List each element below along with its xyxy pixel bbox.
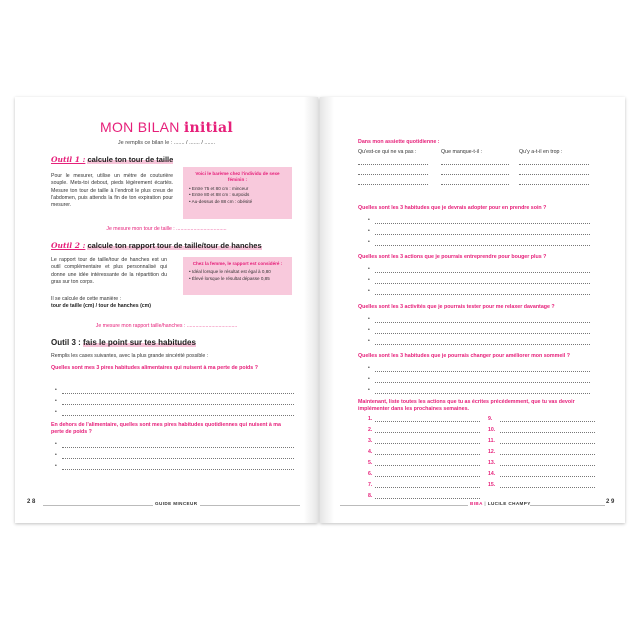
- page-number: 2 8: [27, 499, 36, 505]
- answer-line[interactable]: [375, 333, 590, 334]
- list-number: 6.: [368, 471, 373, 477]
- page-number: 2 9: [606, 499, 615, 505]
- bullet: •: [55, 387, 57, 393]
- plate-line[interactable]: [358, 164, 428, 165]
- plate-line[interactable]: [519, 174, 589, 175]
- list-line[interactable]: [375, 465, 480, 466]
- list-line[interactable]: [375, 476, 480, 477]
- list-line[interactable]: [375, 421, 480, 422]
- answer-line[interactable]: [62, 458, 294, 459]
- tool1-heading: [51, 155, 173, 164]
- footer-separator: |: [484, 501, 487, 506]
- answer-line[interactable]: [62, 447, 294, 448]
- answer-line[interactable]: [375, 272, 590, 273]
- list-number: 14.: [488, 471, 496, 477]
- plate-line[interactable]: [441, 164, 509, 165]
- answer-line[interactable]: [375, 234, 590, 235]
- tool2-number: Outil 2 :: [51, 241, 86, 250]
- list-line[interactable]: [500, 421, 595, 422]
- answer-line[interactable]: [375, 245, 590, 246]
- tool2-box-heading: Chez la femme, le rapport est considéré :: [192, 261, 283, 266]
- plate-line[interactable]: [358, 184, 428, 185]
- tool3-label: fais le point sur tes habitudes: [83, 338, 196, 347]
- tool2-formula: tour de taille (cm) / tour de hanches (cm): [51, 303, 152, 309]
- tool1-number: Outil 1 :: [51, 155, 86, 164]
- bullet: •: [368, 266, 370, 272]
- plate-line[interactable]: [519, 184, 589, 185]
- list-line[interactable]: [500, 454, 595, 455]
- answer-line[interactable]: [375, 344, 590, 345]
- page-gutter-shadow: [304, 97, 318, 523]
- bullet: •: [55, 463, 57, 469]
- list-number: 3.: [368, 438, 373, 444]
- bullet: •: [368, 228, 370, 234]
- list-number: 4.: [368, 449, 373, 455]
- tool2-ratio-box: [183, 257, 292, 295]
- tool3-text: Remplis les cases suivantes, avec la plus grande sincérité possible :: [51, 353, 209, 359]
- bullet: •: [55, 409, 57, 415]
- bullet: •: [55, 452, 57, 458]
- list-line[interactable]: [500, 487, 595, 488]
- plate-col-wrong: Qu'est-ce qui ne va pas :: [358, 149, 417, 155]
- list-number: 7.: [368, 482, 373, 488]
- tool1-box-item: • Entre 75 et 80 cm : minceur: [189, 186, 286, 192]
- list-line[interactable]: [375, 487, 480, 488]
- footer-title: GUIDE MINCEUR: [155, 501, 198, 506]
- plate-col-excess: Qu'y a-t-il en trop :: [519, 149, 563, 155]
- answer-line[interactable]: [375, 283, 590, 284]
- list-line[interactable]: [375, 498, 480, 499]
- footer-rule: [340, 505, 468, 506]
- title-bold: initial: [183, 120, 233, 136]
- tool1-box-heading: Voici le barème chez l'individu de sexe féminin :: [195, 171, 280, 183]
- answer-line[interactable]: [375, 371, 590, 372]
- tool2-label: calcule ton rapport tour de taille/tour de hanches: [87, 241, 262, 250]
- list-number: 15.: [488, 482, 496, 488]
- plate-line[interactable]: [441, 184, 509, 185]
- list-number: 1.: [368, 416, 373, 422]
- answer-line[interactable]: [62, 404, 294, 405]
- list-number: 11.: [488, 438, 495, 444]
- list-number: 8.: [368, 493, 373, 499]
- bullet: •: [368, 277, 370, 283]
- list-line[interactable]: [500, 476, 595, 477]
- bullet: •: [368, 327, 370, 333]
- answer-line[interactable]: [62, 415, 294, 416]
- date-line: Je remplis ce bilan le : ....... / ....... / .......: [117, 140, 216, 146]
- tool1-scale-box: [183, 167, 292, 219]
- question-relax: Quelles sont les 3 activités que je pourrais tester pour me relaxer davantage ?: [358, 304, 555, 310]
- list-line[interactable]: [500, 465, 595, 466]
- bullet: •: [368, 217, 370, 223]
- tool1-box-item: • Au-dessus de 88 cm : obésité: [189, 199, 286, 205]
- plate-title: Dans mon assiette quotidienne :: [358, 139, 440, 145]
- tool2-measure-line[interactable]: Je mesure mon rapport taille/hanches : ...................................: [95, 323, 238, 329]
- footer-rule: [43, 505, 153, 506]
- list-line[interactable]: [500, 432, 595, 433]
- bullet: •: [368, 387, 370, 393]
- tool3-number: Outil 3 :: [51, 338, 81, 347]
- bullet: •: [55, 398, 57, 404]
- list-line[interactable]: [375, 454, 480, 455]
- answer-line[interactable]: [375, 322, 590, 323]
- question-adopt-habits: Quelles sont les 3 habitudes que je devrais adopter pour en prendre soin ?: [358, 205, 547, 211]
- left-page: [15, 97, 318, 523]
- list-line[interactable]: [375, 443, 480, 444]
- list-line[interactable]: [500, 443, 595, 444]
- tool1-label: calcule ton tour de taille: [87, 155, 174, 164]
- bullet: •: [368, 239, 370, 245]
- tool2-box-item: • Idéal lorsque le résultat est égal à 0,80: [189, 269, 286, 275]
- bullet: •: [368, 338, 370, 344]
- answer-line[interactable]: [375, 393, 590, 394]
- answer-line[interactable]: [62, 393, 294, 394]
- plate-line[interactable]: [358, 174, 428, 175]
- tool1-text: Pour le mesurer, utilise un mètre de couturière souple. Mets-toi debout, pieds légèrement écartés. Mesure ton tour de taille à l'endroit le plus creux de l'abdomen, puis attends la fin de ton expiration pour mesurer.: [51, 173, 173, 209]
- tool1-box-item: • Entre 80 et 88 cm : surpoids: [189, 192, 286, 198]
- list-number: 12.: [488, 449, 496, 455]
- answer-line[interactable]: [62, 469, 294, 470]
- title-plain: MON BILAN: [100, 119, 184, 135]
- bullet: •: [368, 376, 370, 382]
- bullet: •: [368, 316, 370, 322]
- footer-rule: [200, 505, 300, 506]
- tool3-heading: [51, 338, 196, 347]
- page-gutter-shadow: [320, 97, 334, 523]
- list-number: 13.: [488, 460, 496, 466]
- footer-brand-author: [470, 501, 531, 506]
- right-page: [320, 97, 625, 523]
- question-sleep: Quelles sont les 3 habitudes que je pourrais changer pour améliorer mon sommeil ?: [358, 353, 570, 359]
- list-line[interactable]: [375, 432, 480, 433]
- footer-brand: BIBA: [470, 501, 483, 506]
- footer-rule: [530, 505, 605, 506]
- tool3-question-2: En dehors de l'alimentaire, quelles sont mes pires habitudes quotidiennes qui nuisent à ma perte de poids ?: [51, 422, 281, 435]
- plate-col-missing: Que manque-t-il :: [441, 149, 482, 155]
- answer-line[interactable]: [375, 294, 590, 295]
- tool2-box-item: • Élevé lorsque le résultat dépasse 0,85: [189, 276, 286, 282]
- answer-line[interactable]: [375, 382, 590, 383]
- answer-line[interactable]: [375, 223, 590, 224]
- list-number: 10.: [488, 427, 496, 433]
- tool2-formula-intro: Il se calcule de cette manière :: [51, 296, 122, 302]
- plate-line[interactable]: [441, 174, 509, 175]
- tool2-heading: [51, 241, 262, 250]
- open-book: [15, 97, 625, 523]
- final-prompt: Maintenant, liste toutes les actions que tu as écrites précédemment, que tu vas devoir implémenter dans les prochaines semaines.: [358, 399, 575, 412]
- bullet: •: [368, 288, 370, 294]
- tool2-text: Le rapport tour de taille/tour de hanches est un outil complémentaire et plus personnalisé qui donne une idée intéressante de la répartition du gras sur ton corps.: [51, 257, 167, 285]
- page-title: [15, 119, 318, 136]
- bullet: •: [55, 441, 57, 447]
- list-number: 9.: [488, 416, 493, 422]
- bullet: •: [368, 365, 370, 371]
- footer-author: LUCILE CHAMPY: [487, 501, 531, 506]
- plate-line[interactable]: [519, 164, 589, 165]
- question-move-more: Quelles sont les 3 actions que je pourrais entreprendre pour bouger plus ?: [358, 254, 547, 260]
- tool1-measure-line[interactable]: Je mesure mon tour de taille : ...................................: [106, 226, 227, 232]
- tool3-question-1: Quelles sont mes 3 pires habitudes alimentaires qui nuisent à ma perte de poids ?: [51, 365, 258, 371]
- list-number: 5.: [368, 460, 373, 466]
- list-number: 2.: [368, 427, 373, 433]
